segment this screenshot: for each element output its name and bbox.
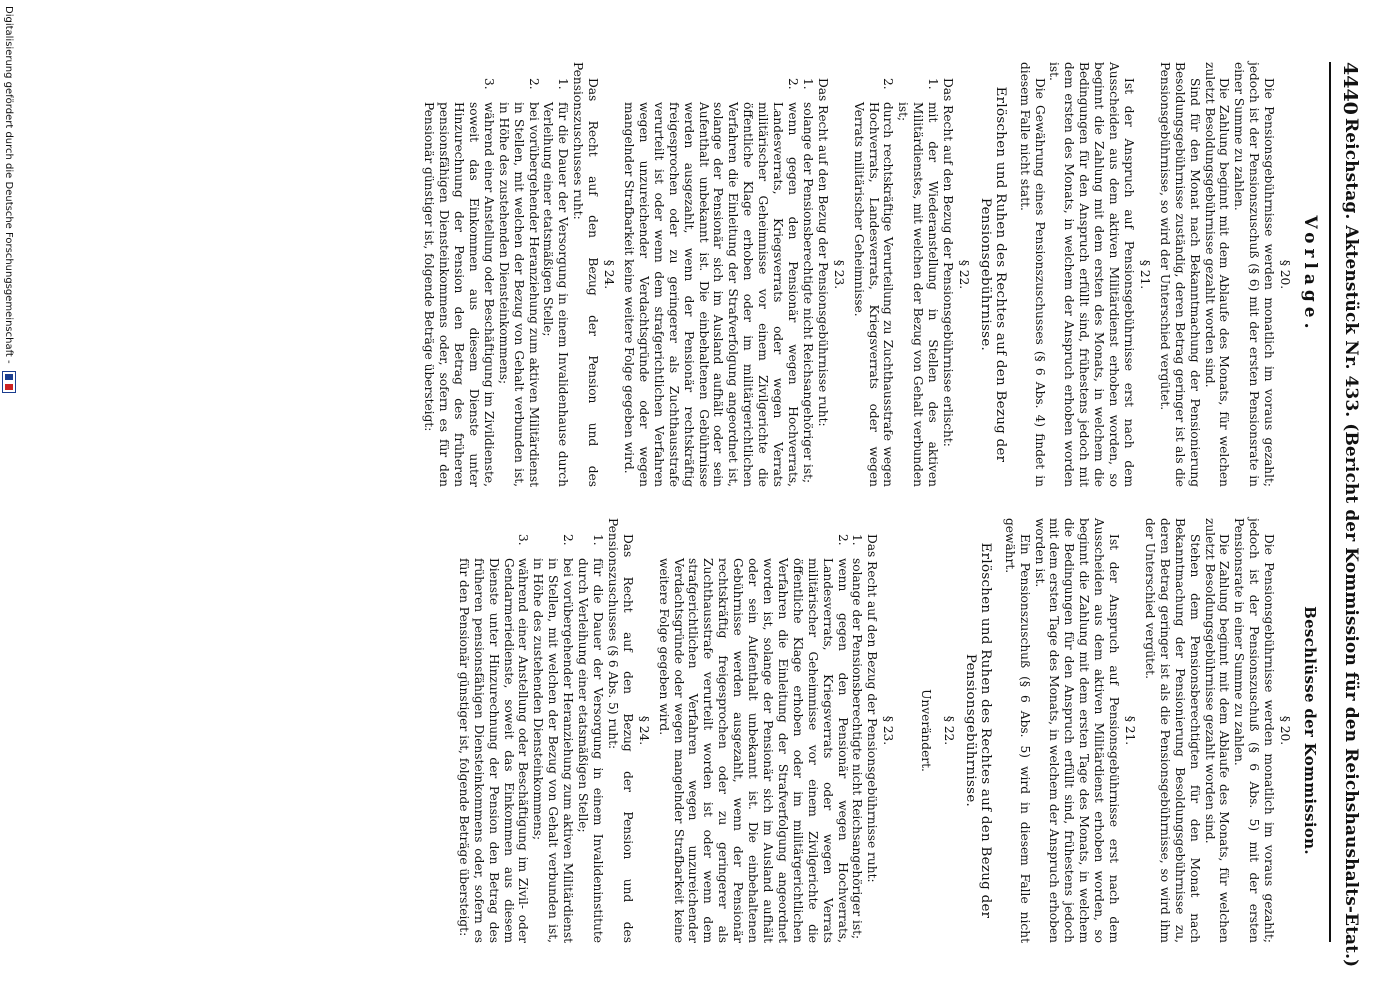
- footer-text: Digitalisierung gefördert durch die Deutsche Forschungsgemeinschaft -: [3, 6, 14, 364]
- paragraph: Das Recht auf den Bezug der Pensionsgebührnisse ruht:: [865, 534, 880, 883]
- paragraph: Die Pensionsgebührnisse werden monatlich im voraus gezahlt; jedoch ist der Pensionszuschuß (§ 6) mit der ersten Pensionsrate in einer Summe zu zahlen.: [1232, 62, 1277, 487]
- paragraph: Die Gewährung eines Pensionszuschusses (§ 6 Abs. 4) findet in diesem Falle nicht statt.: [1017, 62, 1047, 487]
- item-text: durch rechtskräftige Verurteilung zu Zuchthausstrafe wegen Hochverrats, Landesverrats, Kriegsverrats oder wegen Verrats militärischer Geheimnisse.: [851, 102, 896, 487]
- section-number: § 21.: [1123, 715, 1138, 746]
- section-number: § 24.: [602, 259, 617, 290]
- item-text: während einer Anstellung oder Beschäftigung im Zivil- oder Gendarmeriedienste, soweit das Einkommen aus diesem Dienste unter Hinzurechnung der Pension den Betrag des früheren pensionsfähigen Diensteinkommens oder, sofern es für den Pensionär günstiger ist, folgende Beträge übersteigt:: [456, 558, 531, 943]
- item-text: während einer Anstellung oder Beschäftigung im Zivildienste, soweit das Einkommen aus diesem Dienste unter Hinzurechnung der Pension den Betrag des früheren pensionsfähigen Diensteinkommens oder, sofern es für den Pensionär günstiger ist, folgende Beträge übersteigt:: [422, 102, 496, 487]
- item-text: solange der Pensionsberechtigte nicht Reichsangehöriger ist;: [800, 102, 815, 484]
- dfg-footer: [0, 0, 16, 1006]
- section-number: § 23.: [831, 259, 846, 290]
- list-item: [575, 518, 605, 943]
- list-item: [850, 518, 865, 943]
- item-number: 2.: [526, 78, 541, 90]
- list-item: [456, 518, 531, 943]
- section-number: § 22.: [956, 259, 971, 290]
- list-item: [531, 518, 576, 943]
- column-vorlage: [421, 62, 1320, 487]
- paragraph: Die Zahlung beginnt mit dem Ablaufe des Monats, für welchen zuletzt Besoldungsgebührnisse gezahlt worden sind.: [1202, 62, 1232, 487]
- item-text: für die Dauer der Versorgung in einem Invalideninstitute durch Verleihung einer etatsmäßigen Stelle;: [576, 558, 606, 943]
- section-number: § 23.: [881, 715, 896, 746]
- list-item: [800, 62, 815, 487]
- paragraph: Sind für den Monat nach Bekanntmachung der Pensionierung Besoldungsgebührnisse zuständig, deren Betrag geringer ist als die Pensionsgebührnisse, so wird der Unterschied vergütet.: [1157, 62, 1202, 487]
- subheading: Erlöschen und Ruhen des Rechtes auf den Bezug der Pensionsgebührnisse.: [977, 86, 1008, 463]
- item-text: solange der Pensionsberechtigte nicht Reichsangehöriger ist;: [850, 558, 865, 940]
- item-number: 2.: [561, 534, 576, 546]
- page-title: Reichstag. Aktenstück Nr. 433. (Bericht der Kommission für den Reichshaushalts-Etat.): [1341, 118, 1361, 968]
- item-number: 1.: [556, 78, 571, 90]
- section-number: § 24.: [636, 715, 651, 746]
- item-number: 2.: [881, 78, 896, 90]
- section-number: § 21.: [1137, 259, 1152, 290]
- header-rule: [1329, 62, 1331, 942]
- item-number: 1.: [850, 534, 865, 546]
- column-heading: Beschlüsse der Kommission.: [1301, 606, 1319, 855]
- paragraph: Die Zahlung beginnt mit dem Ablaufe des Monats, für welchen zuletzt Besoldungsgebührnisse gezahlt worden sind.: [1202, 518, 1232, 943]
- unchanged-note: Unverändert.: [919, 689, 934, 772]
- list-item: [621, 62, 800, 487]
- item-number: 3.: [516, 534, 531, 546]
- paragraph: Ist der Anspruch auf Pensionsgebührnisse erst nach dem Ausscheiden aus dem aktiven Militärdienst erhoben worden, so beginnt die Zahlung mit dem ersten des Monats, in welchem die Bedingungen für den Anspruch erfüllt sind, frühestens jedoch mit dem ersten des Monats, in welchem der Anspruch erhoben worden ist.: [1047, 62, 1137, 487]
- list-item: [496, 62, 541, 487]
- paragraph: Stehen dem Pensionsberechtigten für den Monat nach Bekanntmachung der Pensionierung Besoldungsgebührnisse zu, deren Betrag geringer ist als die Pensionsgebührnisse, so wird ihm der Unterschied vergütet.: [1142, 518, 1202, 943]
- item-number: 1.: [591, 534, 606, 546]
- item-number: 2.: [835, 534, 850, 546]
- paragraph: Die Pensionsgebührnisse werden monatlich im voraus gezahlt; jedoch ist der Pensionszuschuß (§ 6 Abs. 5) mit der ersten Pensionsrate in einer Summe zu zahlen.: [1232, 518, 1277, 943]
- page-number: 4440: [1339, 62, 1361, 115]
- item-text: bei vorübergehender Heranziehung zum aktiven Militärdienst in Stellen, mit welchen der Bezug von Gehalt verbunden ist, in Höhe des zustehenden Diensteinkommens;: [531, 558, 576, 943]
- section-number: § 20.: [1278, 715, 1293, 746]
- page-header: [1335, 62, 1361, 968]
- item-text: wenn gegen den Pensionär wegen Hochverrats, Landesverrats, Kriegsverrats oder wegen Verrats militärischer Geheimnisse vor einem Zivilgerichte die öffentliche Klage erhoben oder im militärgerichtlichen Verfahren die Einleitung der Strafverfolgung angeordnet ist, solange der Pensionär sich im Ausland aufhält oder sein Aufenthalt unbekannt ist. Die einbehaltenen Gebührnisse werden ausgezahlt, wenn der Pensionär rechtskräftig freigesprochen oder zu geringerer als Zuchthausstrafe verurteilt ist oder wenn dem strafgerichtlichen Verfahren wegen unzureichender Verdachtsgründe oder wegen mangelnder Strafbarkeit keine weitere Folge gegeben wird.: [622, 102, 800, 487]
- list-item: [541, 62, 571, 487]
- subheading: Erlöschen und Ruhen des Rechtes auf den Bezug der Pensionsgebührnisse.: [962, 542, 993, 919]
- item-text: mit der Wiederanstellung in Stellen des aktiven Militärdienstes, mit welchen der Bezug von Gehalt verbunden ist;: [896, 102, 941, 487]
- paragraph: Ist der Anspruch auf Pensionsgebührnisse erst nach dem Ausscheiden aus dem aktiven Militärdienst erhoben worden, so beginnt die Zahlung mit dem ersten Tage des Monats, in welchem die Bedingungen für den Anspruch erfüllt sind, frühestens jedoch mit dem ersten Tage des Monats, in welchem der Anspruch erhoben worden ist.: [1032, 518, 1122, 943]
- paragraph: Das Recht auf den Bezug der Pension und des Pensionszuschusses (§ 6 Abs. 5) ruht:: [605, 518, 635, 943]
- paragraph: Das Recht auf den Bezug der Pension und des Pensionszuschusses ruht:: [571, 62, 601, 487]
- paragraph: Das Recht auf den Bezug der Pensionsgebührnisse ruht:: [815, 78, 830, 427]
- item-text: für die Dauer der Versorgung in einem Invalidenhause durch Verleihung einer etatsmäßigen Stelle;: [541, 102, 571, 487]
- section-number: § 20.: [1278, 259, 1293, 290]
- section-number: § 22.: [942, 715, 957, 746]
- item-number: 3.: [481, 78, 496, 90]
- item-text: bei vorübergehender Heranziehung zum aktiven Militärdienst in Stellen, mit welchen der Bezug von Gehalt verbunden ist, in Höhe des zustehenden Diensteinkommens;: [496, 102, 541, 487]
- dfg-logo-icon: [2, 371, 16, 393]
- column-heading: Vorlage.: [1300, 215, 1320, 334]
- list-item: [656, 518, 850, 943]
- paragraph: Das Recht auf den Bezug der Pensionsgebührnisse erlischt:: [941, 78, 956, 447]
- item-number: 1.: [800, 78, 815, 90]
- spacer: [900, 518, 908, 943]
- item-text: wenn gegen den Pensionär wegen Hochverrats, Landesverrats, Kriegsverrats oder wegen Verrats militärischer Geheimnisse vor einem Zivilgerichte die öffentliche Klage erhoben oder im militärgerichtlichen Verfahren die Einleitung der Strafverfolgung angeordnet worden ist, solange der Pensionär sich im Ausland aufhält oder sein Aufenthalt unbekannt ist. Die einbehaltenen Gebührnisse werden ausgezahlt, wenn der Pensionär rechtskräftig freigesprochen oder zu geringerer als Zuchthausstrafe verurteilt worden ist oder wenn dem strafgerichtlichen Verfahren wegen unzureichender Verdachtsgründe oder wegen mangelnder Strafbarkeit keine weitere Folge gegeben wird.: [656, 558, 850, 943]
- list-item: [421, 62, 496, 487]
- item-number: 1.: [926, 78, 941, 90]
- list-item: [851, 62, 896, 487]
- list-item: [895, 62, 940, 487]
- paragraph: Ein Pensionszuschuß (§ 6 Abs. 5) wird in diesem Falle nicht gewährt.: [1002, 518, 1032, 943]
- item-number: 2.: [786, 78, 800, 90]
- column-beschluesse: [456, 518, 1317, 943]
